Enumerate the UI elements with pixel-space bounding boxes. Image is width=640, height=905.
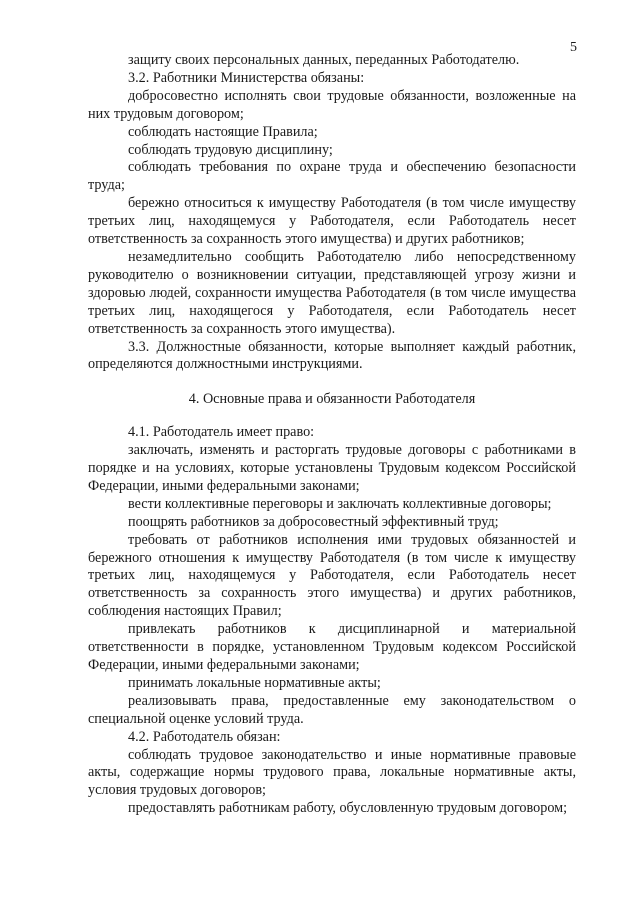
paragraph: заключать, изменять и расторгать трудовые договоры с работниками в порядке и на условиях, которые установлены Трудовым кодексом Российской Федерации, иными федеральными законами; bbox=[88, 442, 576, 494]
paragraph: реализовывать права, предоставленные ему законодательством о специальной оценке условий труда. bbox=[88, 692, 576, 727]
paragraph: незамедлительно сообщить Работодателю либо непосредственному руководителю о возникновении ситуации, представляющей угрозу жизни и здоровью людей, сохранности имущества Работодателя (в том числе имущества третьих лиц, находящегося у Работодателя, если Работодатель несет ответственность за сохранность этого имущества). bbox=[88, 248, 576, 337]
document-body bbox=[88, 52, 576, 818]
paragraph: предоставлять работникам работу, обусловленную трудовым договором; bbox=[128, 800, 568, 817]
section-item-heading: 3.2. Работники Министерства обязаны: bbox=[128, 69, 365, 86]
paragraph: бережно относиться к имуществу Работодателя (в том числе имуществу третьих лиц, находящемуся у Работодателя, если Работодатель несет ответственность за сохранность этого имущества) и других работников; bbox=[88, 195, 576, 248]
paragraph: требовать от работников исполнения ими трудовых обязанностей и бережного отношения к имуществу Работодателя (в том числе к имуществу третьих лиц, находящемуся у Работодателя, если Работодатель несет ответственность за сохранность этого имущества) и других работников, соблюдения настоящих Правил; bbox=[88, 531, 576, 620]
paragraph: поощрять работников за добросовестный эффективный труд; bbox=[128, 513, 499, 530]
paragraph: привлекать работников к дисциплинарной и материальной ответственности в порядке, установленном Трудовым кодексом Российской Федерации, иными федеральными законами; bbox=[88, 621, 576, 673]
paragraph: 3.3. Должностные обязанности, которые выполняет каждый работник, определяются должностными инструкциями. bbox=[88, 338, 576, 373]
section-item-heading: 4.2. Работодатель обязан: bbox=[128, 728, 281, 745]
section-heading: 4. Основные права и обязанности Работодателя bbox=[188, 391, 476, 408]
paragraph: соблюдать требования по охране труда и обеспечению безопасности труда; bbox=[88, 159, 576, 194]
section-item-heading: 4.1. Работодатель имеет право: bbox=[128, 424, 315, 441]
paragraph: вести коллективные переговоры и заключать коллективные договоры; bbox=[128, 495, 552, 512]
paragraph: защиту своих персональных данных, переданных Работодателю. bbox=[128, 52, 520, 68]
paragraph: добросовестно исполнять свои трудовые обязанности, возложенные на них трудовым договором; bbox=[88, 87, 576, 122]
paragraph: соблюдать трудовое законодательство и иные нормативные правовые акты, содержащие нормы трудового права, локальные нормативные акты, условия трудовых договоров; bbox=[88, 746, 576, 799]
paragraph: соблюдать настоящие Правила; bbox=[128, 123, 318, 140]
paragraph: соблюдать трудовую дисциплину; bbox=[128, 141, 333, 158]
page-number: 5 bbox=[570, 40, 577, 55]
paragraph: принимать локальные нормативные акты; bbox=[128, 674, 381, 691]
